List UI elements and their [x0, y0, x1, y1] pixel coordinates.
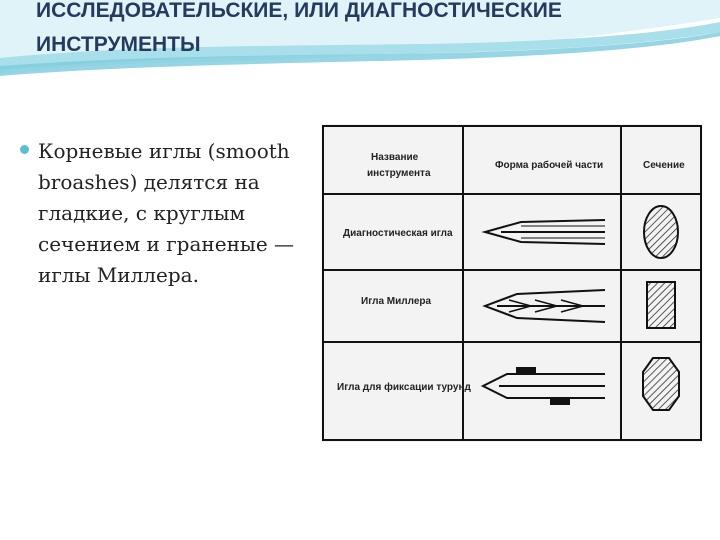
header-name-line1: Название: [371, 152, 419, 163]
bullet-text: Корневые иглы (smooth broashes) делятся на гладкие, с круглым сечением и граненые — иглы Миллера.: [38, 139, 295, 287]
instruments-table: [321, 124, 703, 442]
row-name-diagnostic-needle: Диагностическая игла: [343, 228, 453, 239]
slide-title: [36, 0, 676, 62]
square-section-icon: [647, 282, 675, 328]
row-name-turunda-needle: Игла для фиксации турунд: [337, 382, 471, 393]
header-shape: Форма рабочей части: [495, 160, 604, 171]
slide-title-line1: ИССЛЕДОВАТЕЛЬСКИЕ, ИЛИ ДИАГНОСТИЧЕСКИЕ: [36, 0, 562, 22]
octagon-section-icon: [643, 358, 679, 410]
slide-title-line2: ИНСТРУМЕНТЫ: [36, 33, 201, 56]
bullet-icon: [20, 145, 29, 154]
instruments-table-figure: [321, 124, 703, 442]
bullet-item: [20, 136, 310, 291]
content-area: [20, 136, 310, 291]
row-name-miller-needle: Игла Миллера: [361, 296, 432, 307]
header-name-line2: инструмента: [367, 168, 431, 179]
header-band: [0, 0, 720, 80]
circle-section-icon: [644, 206, 678, 258]
header-section: Сечение: [643, 160, 685, 171]
